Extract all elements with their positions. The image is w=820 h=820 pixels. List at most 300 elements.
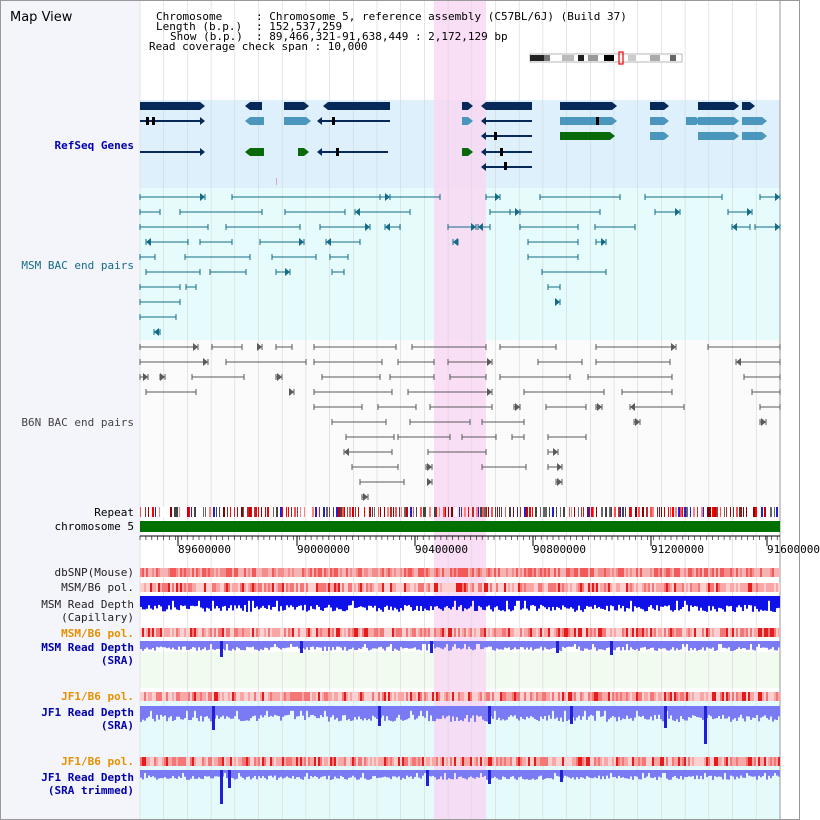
heat-cell bbox=[626, 568, 628, 577]
depth-bar bbox=[566, 706, 568, 721]
heat-cell bbox=[474, 757, 476, 766]
heat-cell bbox=[470, 568, 472, 577]
depth-bar bbox=[676, 641, 678, 648]
heat-cell bbox=[156, 692, 158, 701]
depth-bar bbox=[384, 770, 386, 777]
heat-cell bbox=[254, 583, 256, 592]
depth-bar bbox=[428, 596, 430, 610]
heat-cell bbox=[616, 628, 618, 637]
depth-bar bbox=[708, 596, 710, 606]
repeat-element bbox=[605, 507, 607, 517]
depth-bar bbox=[516, 706, 518, 719]
depth-bar bbox=[562, 596, 564, 605]
depth-bar bbox=[262, 770, 264, 776]
heat-cell bbox=[426, 628, 428, 637]
heat-cell bbox=[340, 692, 342, 701]
repeat-element bbox=[420, 507, 422, 517]
repeat-element bbox=[581, 507, 582, 517]
repeat-element bbox=[714, 507, 716, 517]
repeat-element bbox=[591, 507, 593, 517]
heat-cell bbox=[626, 583, 628, 592]
heat-cell bbox=[332, 692, 334, 701]
depth-bar bbox=[484, 770, 486, 776]
heat-cell bbox=[634, 628, 636, 637]
depth-bar bbox=[778, 770, 780, 777]
depth-bar bbox=[450, 706, 452, 722]
depth-bar bbox=[334, 770, 336, 777]
heat-cell bbox=[432, 757, 434, 766]
repeat-element bbox=[716, 507, 718, 517]
heat-cell bbox=[292, 583, 294, 592]
repeat-element bbox=[176, 507, 178, 517]
heat-cell bbox=[638, 628, 640, 637]
depth-bar bbox=[672, 706, 674, 720]
heat-cell bbox=[214, 757, 216, 766]
heat-cell bbox=[430, 568, 432, 577]
depth-bar bbox=[562, 706, 564, 722]
heat-cell bbox=[360, 583, 362, 592]
depth-bar bbox=[676, 770, 678, 778]
heat-cell bbox=[400, 583, 402, 592]
depth-bar bbox=[690, 641, 692, 648]
depth-bar bbox=[320, 641, 322, 648]
depth-bar bbox=[168, 706, 170, 718]
depth-bar bbox=[168, 641, 170, 648]
depth-bar bbox=[704, 770, 706, 773]
gene-body bbox=[284, 102, 304, 110]
depth-bar bbox=[218, 641, 220, 649]
heat-cell bbox=[262, 628, 264, 637]
repeat-element bbox=[219, 507, 220, 517]
heat-cell bbox=[438, 583, 440, 592]
repeat-element bbox=[625, 507, 626, 517]
heat-cell bbox=[266, 757, 268, 766]
heat-cell bbox=[666, 757, 668, 766]
depth-bar bbox=[506, 770, 508, 779]
depth-bar bbox=[366, 706, 368, 720]
heat-cell bbox=[558, 757, 560, 766]
depth-bar bbox=[404, 706, 406, 720]
depth-bar bbox=[282, 596, 284, 611]
depth-bar bbox=[398, 641, 400, 651]
heat-cell bbox=[644, 568, 646, 577]
heat-cell bbox=[380, 583, 382, 592]
heat-cell bbox=[164, 628, 166, 637]
depth-bar bbox=[512, 641, 514, 649]
depth-bar bbox=[626, 770, 628, 778]
heat-cell bbox=[398, 568, 400, 577]
depth-bar bbox=[466, 770, 468, 779]
heat-cell bbox=[322, 628, 324, 637]
depth-bar bbox=[422, 706, 424, 716]
heat-cell bbox=[550, 568, 552, 577]
heat-cell bbox=[482, 692, 484, 701]
heat-cell bbox=[596, 757, 598, 766]
repeat-element bbox=[476, 507, 478, 517]
depth-bar bbox=[494, 706, 496, 711]
heat-cell bbox=[346, 757, 348, 766]
exon-block bbox=[146, 117, 149, 125]
heat-cell bbox=[672, 568, 674, 577]
depth-bar bbox=[152, 641, 154, 648]
heat-cell bbox=[364, 583, 366, 592]
heat-cell bbox=[456, 628, 458, 637]
heat-cell bbox=[240, 583, 242, 592]
heat-cell bbox=[684, 568, 686, 577]
depth-bar bbox=[296, 706, 298, 716]
heat-cell bbox=[742, 583, 744, 592]
heat-cell bbox=[708, 692, 710, 701]
depth-spike bbox=[488, 706, 491, 724]
heat-cell bbox=[634, 692, 636, 701]
gene-body bbox=[250, 148, 264, 156]
heat-cell bbox=[690, 692, 692, 701]
repeat-element bbox=[404, 507, 406, 517]
gene-body bbox=[560, 102, 612, 110]
depth-bar bbox=[434, 706, 436, 721]
track-label-msm-bac[interactable]: MSM BAC end pairs bbox=[21, 259, 134, 272]
depth-bar bbox=[700, 596, 702, 608]
chromosome-bar bbox=[140, 521, 780, 532]
heat-cell bbox=[402, 757, 404, 766]
repeat-element bbox=[657, 507, 658, 517]
depth-bar bbox=[776, 770, 778, 776]
depth-bar bbox=[682, 706, 684, 719]
heat-cell bbox=[572, 628, 574, 637]
depth-bar bbox=[726, 641, 728, 648]
depth-bar bbox=[282, 641, 284, 648]
heat-cell bbox=[272, 628, 274, 637]
depth-bar bbox=[776, 641, 778, 650]
depth-bar bbox=[536, 770, 538, 779]
heat-cell bbox=[140, 692, 142, 701]
heat-cell bbox=[618, 692, 620, 701]
repeat-element bbox=[664, 507, 665, 517]
heat-cell bbox=[344, 757, 346, 766]
heat-cell bbox=[390, 583, 392, 592]
depth-bar bbox=[164, 641, 166, 647]
heat-cell bbox=[206, 757, 208, 766]
heat-cell bbox=[498, 628, 500, 637]
depth-bar bbox=[288, 706, 290, 715]
heat-cell bbox=[700, 692, 702, 701]
depth-bar bbox=[710, 706, 712, 716]
heat-cell bbox=[232, 568, 234, 577]
depth-bar bbox=[548, 706, 550, 715]
heat-cell bbox=[510, 628, 512, 637]
depth-bar bbox=[732, 706, 734, 720]
heat-cell bbox=[712, 568, 714, 577]
heat-cell bbox=[290, 568, 292, 577]
heat-cell bbox=[496, 692, 498, 701]
heat-cell bbox=[680, 583, 682, 592]
depth-bar bbox=[396, 596, 398, 609]
depth-bar bbox=[326, 641, 328, 651]
heat-cell bbox=[766, 628, 768, 637]
heat-cell bbox=[194, 583, 196, 592]
depth-bar bbox=[498, 641, 500, 649]
depth-bar bbox=[464, 706, 466, 718]
depth-bar bbox=[232, 596, 234, 610]
depth-bar bbox=[388, 596, 390, 610]
depth-bar bbox=[644, 641, 646, 647]
heat-cell bbox=[568, 583, 570, 592]
heat-cell bbox=[262, 568, 264, 577]
depth-bar bbox=[602, 641, 604, 650]
repeat-element bbox=[374, 507, 375, 517]
heat-cell bbox=[180, 757, 182, 766]
repeat-element bbox=[724, 507, 725, 517]
heat-cell bbox=[364, 692, 366, 701]
heat-cell bbox=[706, 757, 708, 766]
repeat-element bbox=[596, 507, 597, 517]
depth-bar bbox=[562, 641, 564, 647]
heat-cell bbox=[318, 628, 320, 637]
heat-cell bbox=[370, 692, 372, 701]
depth-bar bbox=[330, 706, 332, 717]
depth-bar bbox=[658, 770, 660, 777]
repeat-element bbox=[340, 507, 342, 517]
depth-bar bbox=[550, 596, 552, 611]
heat-cell bbox=[754, 692, 756, 701]
depth-bar bbox=[620, 706, 622, 720]
depth-bar bbox=[348, 596, 350, 606]
heat-cell bbox=[306, 692, 308, 701]
heat-cell bbox=[582, 757, 584, 766]
heat-cell bbox=[656, 757, 658, 766]
heat-cell bbox=[540, 757, 542, 766]
heat-cell bbox=[366, 757, 368, 766]
depth-bar bbox=[690, 596, 692, 605]
heat-cell bbox=[724, 628, 726, 637]
heat-cell bbox=[230, 568, 232, 577]
heat-cell bbox=[244, 757, 246, 766]
heat-cell bbox=[264, 628, 266, 637]
depth-bar bbox=[306, 596, 308, 612]
depth-bar bbox=[378, 596, 380, 608]
depth-bar bbox=[208, 706, 210, 718]
heat-cell bbox=[542, 628, 544, 637]
heat-cell bbox=[200, 692, 202, 701]
heat-cell bbox=[244, 692, 246, 701]
repeat-element bbox=[497, 507, 498, 517]
heat-cell bbox=[452, 692, 454, 701]
depth-bar bbox=[444, 770, 446, 773]
heat-cell bbox=[336, 568, 338, 577]
heat-cell bbox=[370, 583, 372, 592]
heat-cell bbox=[424, 583, 426, 592]
heat-cell bbox=[734, 583, 736, 592]
heat-cell bbox=[576, 692, 578, 701]
depth-bar bbox=[254, 706, 256, 716]
depth-bar bbox=[560, 641, 562, 651]
depth-bar bbox=[390, 641, 392, 644]
heat-cell bbox=[662, 757, 664, 766]
depth-bar bbox=[346, 770, 348, 780]
depth-bar bbox=[662, 770, 664, 773]
heat-cell bbox=[438, 628, 440, 637]
heat-cell bbox=[256, 583, 258, 592]
heat-cell bbox=[656, 568, 658, 577]
depth-bar bbox=[658, 596, 660, 611]
depth-bar bbox=[392, 641, 394, 651]
depth-bar bbox=[294, 641, 296, 647]
repeat-element bbox=[690, 507, 691, 517]
depth-bar bbox=[698, 596, 700, 611]
heat-cell bbox=[260, 692, 262, 701]
depth-bar bbox=[630, 770, 632, 776]
depth-bar bbox=[296, 596, 298, 607]
heat-cell bbox=[484, 568, 486, 577]
track-label-b6n-bac[interactable]: B6N BAC end pairs bbox=[21, 416, 134, 429]
depth-bar bbox=[528, 596, 530, 611]
depth-bar bbox=[506, 641, 508, 648]
depth-bar bbox=[696, 641, 698, 651]
depth-bar bbox=[386, 641, 388, 647]
heat-cell bbox=[740, 692, 742, 701]
depth-bar bbox=[704, 596, 706, 611]
depth-bar bbox=[542, 706, 544, 719]
track-label-refseq[interactable]: RefSeq Genes bbox=[54, 139, 134, 152]
depth-bar bbox=[684, 770, 686, 777]
depth-bar bbox=[154, 770, 156, 778]
heat-cell bbox=[184, 583, 186, 592]
heat-cell bbox=[526, 628, 528, 637]
chromosome-ideogram[interactable] bbox=[530, 52, 682, 64]
heat-cell bbox=[320, 583, 322, 592]
heat-cell bbox=[496, 628, 498, 637]
heat-cell bbox=[594, 757, 596, 766]
repeat-element bbox=[203, 507, 204, 517]
depth-bar bbox=[380, 770, 382, 778]
depth-bar bbox=[216, 770, 218, 776]
depth-bar bbox=[326, 596, 328, 607]
depth-bar bbox=[148, 706, 150, 717]
repeat-element bbox=[622, 507, 624, 517]
heat-cell bbox=[614, 568, 616, 577]
repeat-element bbox=[387, 507, 389, 517]
heat-cell bbox=[532, 692, 534, 701]
heat-cell bbox=[262, 692, 264, 701]
depth-bar bbox=[746, 770, 748, 773]
depth-bar bbox=[406, 706, 408, 719]
depth-bar bbox=[144, 770, 146, 773]
depth-bar bbox=[538, 770, 540, 776]
heat-cell bbox=[288, 583, 290, 592]
heat-cell bbox=[560, 757, 562, 766]
heat-cell bbox=[240, 692, 242, 701]
depth-bar bbox=[346, 641, 348, 651]
depth-bar bbox=[180, 641, 182, 650]
heat-cell bbox=[682, 583, 684, 592]
heat-cell bbox=[620, 628, 622, 637]
heat-cell bbox=[448, 692, 450, 701]
repeat-element bbox=[524, 507, 526, 517]
repeat-element bbox=[338, 507, 340, 517]
heat-cell bbox=[418, 692, 420, 701]
heat-cell bbox=[602, 757, 604, 766]
heat-cell bbox=[620, 583, 622, 592]
heat-cell bbox=[746, 692, 748, 701]
heat-cell bbox=[612, 583, 614, 592]
heat-cell bbox=[416, 692, 418, 701]
heat-cell bbox=[504, 692, 506, 701]
heat-cell bbox=[474, 628, 476, 637]
depth-bar bbox=[370, 641, 372, 650]
heat-cell bbox=[776, 583, 778, 592]
depth-bar bbox=[710, 770, 712, 776]
heat-cell bbox=[238, 583, 240, 592]
heat-cell bbox=[316, 692, 318, 701]
heat-cell bbox=[708, 583, 710, 592]
depth-bar bbox=[356, 706, 358, 720]
repeat-element bbox=[163, 507, 164, 517]
depth-bar bbox=[560, 596, 562, 610]
depth-bar bbox=[302, 770, 304, 780]
heat-cell bbox=[378, 692, 380, 701]
repeat-element bbox=[197, 507, 198, 517]
depth-bar bbox=[358, 596, 360, 607]
heat-cell bbox=[578, 628, 580, 637]
depth-bar bbox=[730, 596, 732, 606]
depth-bar bbox=[372, 706, 374, 716]
depth-bar bbox=[702, 706, 704, 720]
heat-cell bbox=[170, 692, 172, 701]
heat-cell bbox=[284, 757, 286, 766]
heat-cell bbox=[658, 692, 660, 701]
depth-bar bbox=[540, 596, 542, 605]
depth-bar bbox=[376, 706, 378, 719]
depth-bar bbox=[458, 641, 460, 648]
depth-bar bbox=[242, 706, 244, 721]
depth-bar bbox=[310, 641, 312, 647]
heat-cell bbox=[362, 568, 364, 577]
heat-cell bbox=[724, 692, 726, 701]
depth-bar bbox=[316, 706, 318, 718]
heat-cell bbox=[342, 628, 344, 637]
heat-cell bbox=[512, 757, 514, 766]
depth-bar bbox=[342, 596, 344, 611]
heat-cell bbox=[772, 692, 774, 701]
repeat-element bbox=[258, 507, 259, 517]
heat-cell bbox=[620, 757, 622, 766]
heat-cell bbox=[272, 692, 274, 701]
repeat-element bbox=[241, 507, 243, 517]
heat-cell bbox=[450, 757, 452, 766]
depth-bar bbox=[456, 706, 458, 717]
depth-bar bbox=[198, 770, 200, 777]
heat-cell bbox=[776, 568, 778, 577]
depth-bar bbox=[496, 641, 498, 648]
heat-cell bbox=[242, 628, 244, 637]
depth-bar bbox=[276, 706, 278, 716]
depth-bar bbox=[768, 596, 770, 601]
gene-body bbox=[462, 102, 468, 110]
heat-cell bbox=[426, 757, 428, 766]
heat-cell bbox=[558, 628, 560, 637]
heat-cell bbox=[490, 757, 492, 766]
heat-cell bbox=[698, 692, 700, 701]
depth-bar bbox=[750, 596, 752, 605]
heat-cell bbox=[476, 628, 478, 637]
heat-cell bbox=[426, 568, 428, 577]
heat-cell bbox=[232, 692, 234, 701]
depth-bar bbox=[700, 770, 702, 776]
depth-bar bbox=[668, 596, 670, 605]
depth-bar bbox=[670, 770, 672, 780]
heat-cell bbox=[482, 757, 484, 766]
depth-bar bbox=[570, 770, 572, 778]
